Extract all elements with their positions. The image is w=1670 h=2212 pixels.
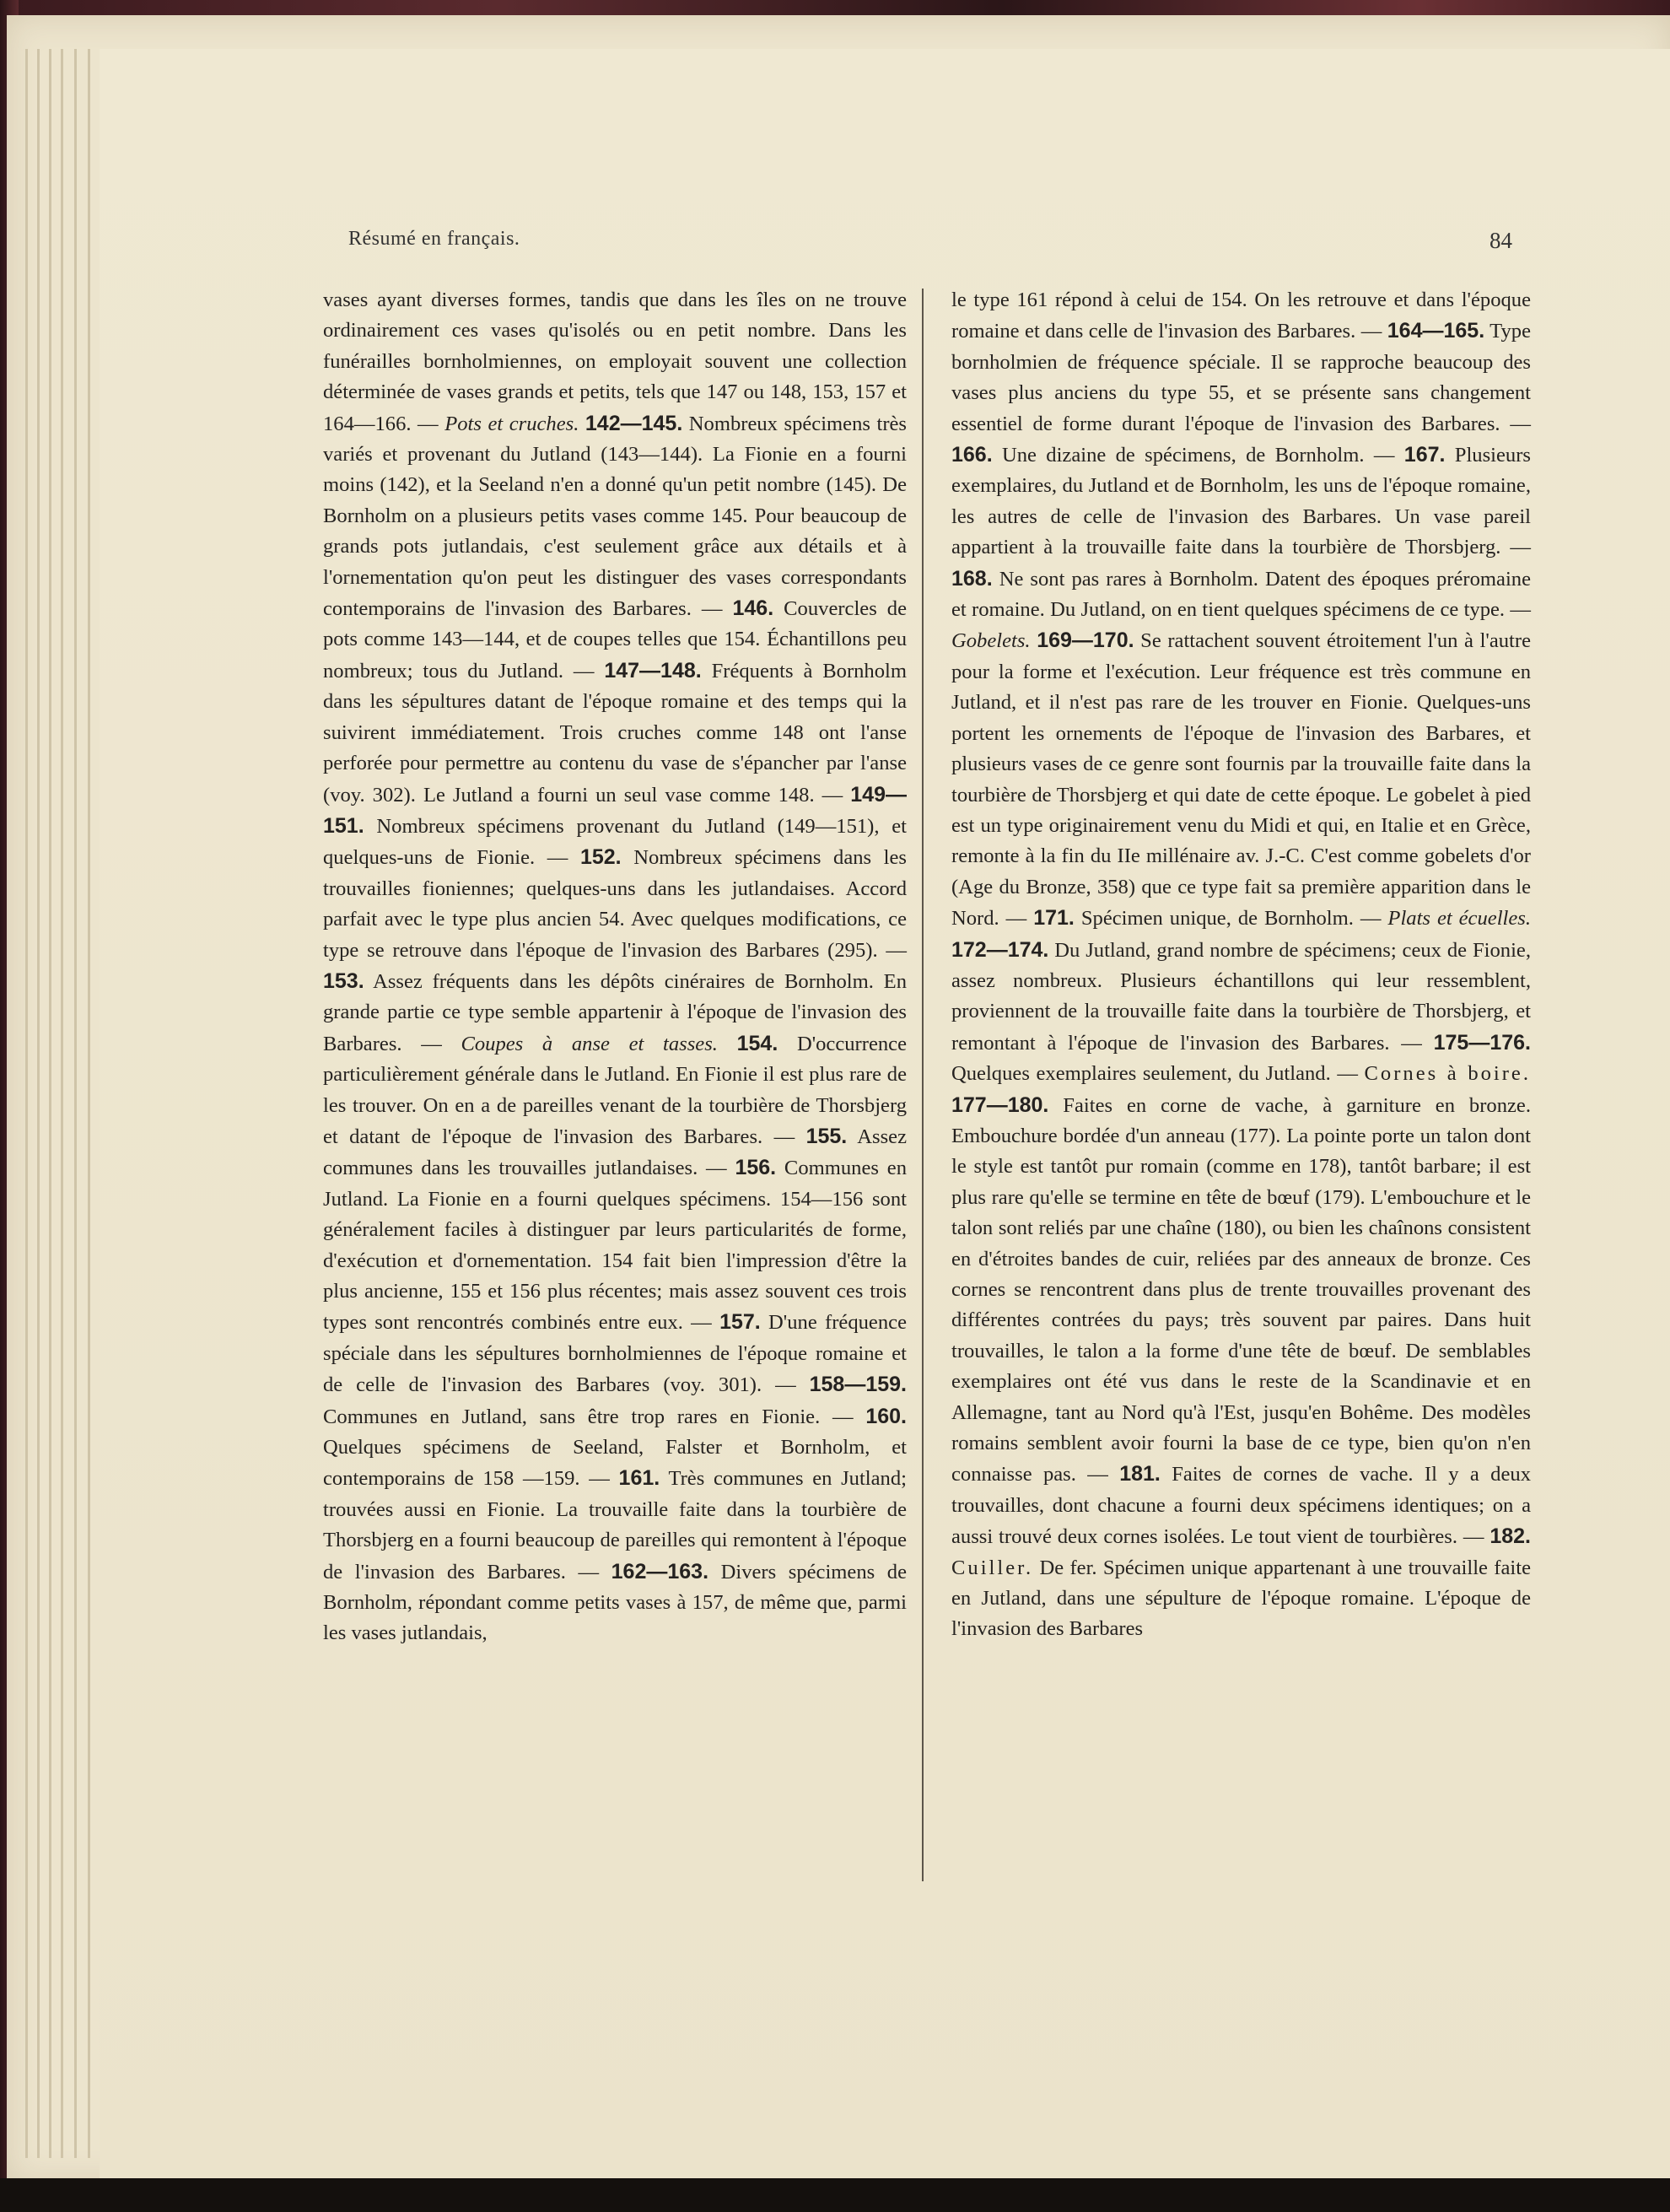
text-run: Spécimen unique, de Bornholm. —	[1074, 907, 1388, 931]
right-text-column	[951, 285, 1531, 1972]
entry-number: 147—148.	[604, 658, 702, 682]
entry-number: 158—159.	[809, 1373, 907, 1397]
entry-number: 155.	[805, 1124, 848, 1148]
entry-number: 169—170.	[1037, 629, 1134, 653]
text-run: Faites de cornes de vache. Il y a deux trouvailles, dont chacune a fourni deux spécimens identiques; on a aussi trouvé deux cornes isolées. Le tout vient de tourbières. —	[951, 1463, 1531, 1549]
text-run: Assez communes dans les trouvailles jutlandaises. —	[323, 1125, 907, 1180]
page-stack-line	[49, 49, 51, 2158]
right-column-paragraph	[951, 285, 1531, 1645]
running-header	[348, 228, 1512, 262]
text-run: D'occurrence particulièrement générale dans le Jutland. En Fionie il est plus rare de les trouver. On en a de pareilles venant de la tourbière de Thorsbjerg et datant de l'époque de l'invasion des Barbares. —	[323, 1032, 907, 1148]
section-heading: Cuiller.	[951, 1556, 1034, 1579]
left-text-column	[323, 285, 907, 1972]
text-run: Quelques exemplaires seulement, du Jutland. —	[951, 1062, 1365, 1086]
page-stack-line	[61, 49, 63, 2158]
text-run: Fréquents à Bornholm dans les sépultures datant de l'époque romaine et des temps qui la suivirent immédiatement. Trois cruches comme 148 ont l'anse perforée pour permettre au contenu du vase de s'épancher par l'anse (voy. 302). Le Jutland a fourni un seul vase comme 148. —	[323, 659, 907, 807]
text-run: Faites en corne de vache, à garniture en bronze. Embouchure bordée d'un anneau (177). La pointe porte un talon dont le style est tantôt pur romain (comme en 178), tantôt barbare; il est plus rare qu'elle se termine en tête de bœuf (179). L'embouchure et le talon sont reliés par une chaîne (180), ou bien les chaînons consistent en d'étroites bandes de cuir, reliées par des anneaux de bronze. Ces cornes se rencontrent dans plus de trente trouvailles provenant des différentes contrées du pays; très souvent par paires. Dans huit trouvailles, le talon a la forme d'une tête de bœuf. De semblables exemplaires ont été vus dans le reste de la Scandinavie et en Allemagne, tant au Nord qu'à l'Est, jusqu'en Bohême. Des modèles romains semblent avoir fourni la base de ce type, bien qu'on n'en connaisse pas. —	[951, 1093, 1531, 1486]
entry-number: 168.	[951, 566, 993, 591]
entry-number: 175—176.	[1433, 1030, 1531, 1055]
page-number: 84	[1490, 228, 1512, 253]
text-run: Très communes en Jutland; trouvées aussi en Fionie. La trouvaille faite dans la tourbière de Thorsbjerg en a fourni beaucoup de pareilles qui remontent à l'époque de l'invasion des Barbares. —	[323, 1467, 907, 1583]
text-run: le type 161 répond à celui de 154. On les retrouve et dans l'époque romaine et dans celle de l'invasion des Barbares. —	[951, 289, 1531, 343]
text-run	[718, 1033, 737, 1055]
text-run: Communes en Jutland, sans être trop rares en Fionie. —	[323, 1405, 866, 1428]
text-run: Assez fréquents dans les dépôts cinéraires de Bornholm. En grande partie ce type semble appartenir à l'époque de l'invasion des Barbares. —	[323, 969, 907, 1055]
entry-number: 167.	[1403, 443, 1446, 467]
entry-number: 160.	[865, 1404, 907, 1428]
text-run	[579, 413, 585, 435]
entry-number: 162—163.	[611, 1559, 709, 1583]
running-title: Résumé en français.	[348, 228, 520, 250]
text-run: Couvercles de pots comme 143—144, et de coupes telles que 154. Échantillons peu nombreux; tous du Jutland. —	[323, 597, 907, 682]
entry-number: 164—165.	[1387, 319, 1485, 343]
text-run: Type bornholmien de fréquence spéciale. Il se rapproche beaucoup des vases plus anciens du type 55, et se présente sans changement essentiel de forme durant l'époque de l'invasion des Barbares. —	[951, 320, 1531, 435]
entry-number: 172—174.	[951, 937, 1049, 962]
entry-number: 154.	[736, 1031, 778, 1055]
page-stack-line	[74, 49, 77, 2158]
text-run: Nombreux spécimens dans les trouvailles fioniennes; quelques-uns dans les jutlandaises. Accord parfait avec le type plus ancien 54. Avec quelques modifications, ce type se retrouve dans l'époque de l'invasion des Barbares (295). —	[323, 846, 908, 962]
section-heading: Plats et écuelles.	[1387, 907, 1531, 931]
text-run: D'une fréquence spéciale dans les sépultures bornholmiennes de l'époque romaine et de celle de l'invasion des Barbares (voy. 301). —	[323, 1311, 907, 1397]
text-run: Communes en Jutland. La Fionie en a fourni quelques spécimens. 154—156 sont généralement faciles à distinguer par leurs particularités de forme, d'exécution et d'ornementation. 154 fait bien l'impression d'être la plus ancienne, 155 et 156 plus récentes; mais assez souvent ces trois types sont rencontrés combinés entre eux. —	[323, 1157, 907, 1335]
book-bottom-edge	[0, 2178, 1670, 2212]
page-stack-line	[37, 49, 40, 2158]
text-run: Plusieurs exemplaires, du Jutland et de Bornholm, les uns de l'époque romaine, les autres de celle de l'invasion des Barbares. Un vase pareil appartient à la trouvaille faite dans la tourbière de Thorsbjerg. —	[951, 444, 1531, 559]
text-run: De fer. Spécimen unique appartenant à une trouvaille faite en Jutland, dans une sépulture de l'époque romaine. L'époque de l'invasion des Barbares	[951, 1556, 1531, 1641]
page-stack-line	[25, 49, 28, 2158]
section-heading: Gobelets.	[951, 629, 1031, 653]
entry-number: 182.	[1490, 1524, 1531, 1549]
section-heading: Cornes à boire.	[1364, 1062, 1531, 1086]
section-heading: Coupes à anse et tasses.	[461, 1032, 718, 1055]
entry-number: 142—145.	[584, 411, 683, 435]
entry-number: 149—151.	[323, 782, 907, 838]
section-heading: Pots et cruches.	[444, 412, 579, 435]
entry-number: 152.	[579, 845, 622, 870]
text-run: Quelques spécimens de Seeland, Falster et Bornholm, et contemporains de 158 —159. —	[323, 1436, 907, 1491]
entry-number: 166.	[951, 443, 993, 467]
text-run: Nombreux spécimens provenant du Jutland (149—151), et quelques-uns de Fionie. —	[323, 814, 907, 870]
text-run: Se rattachent souvent étroitement l'un à l'autre pour la forme et l'exécution. Leur fréquence est très commune en Jutland, et il n'est pas rare de les trouver en Fionie. Quelques-uns portent les ornements de l'époque de l'invasion des Barbares, et plusieurs vases de ce genre sont fournis par la trouvaille faite dans la tourbière de Thorsbjerg et qui date de cette époque. Le gobelet à pied est un type originairement venu du Midi et qui, en Italie et en Grèce, remonte à la fin du IIe millénaire av. J.-C. C'est comme gobelets d'or (Age du Bronze, 358) que ce type fait sa première apparition dans le Nord. —	[951, 629, 1531, 931]
entry-number: 181.	[1119, 1462, 1161, 1486]
entry-number: 177—180.	[951, 1093, 1049, 1117]
entry-number: 156.	[735, 1156, 777, 1180]
left-column-paragraph	[323, 285, 907, 1649]
entry-number: 153.	[323, 968, 364, 993]
entry-number: 161.	[618, 1466, 660, 1491]
text-run: Divers spécimens de Bornholm, répondant comme petits vases à 157, de même que, parmi les vases jutlandais,	[323, 1560, 908, 1645]
text-run: Nombreux spécimens très variés et provenant du Jutland (143—144). La Fionie en a fourni moins (142), et la Seeland n'en a donné qu'un petit nombre (145). De Bornholm on a plusieurs petits vases comme 145. Pour beaucoup de grands pots jutlandais, c'est seulement grâce aux détails et à l'ornementation qu'on peut les distinguer des vases correspondants contemporains de l'invasion des Barbares. —	[323, 412, 907, 621]
page-stack-line	[88, 49, 90, 2158]
entry-number: 157.	[719, 1310, 761, 1335]
entry-number: 146.	[732, 596, 774, 621]
text-run: Une dizaine de spécimens, de Bornholm. —	[992, 444, 1404, 467]
text-run: vases ayant diverses formes, tandis que dans les îles on ne trouve ordinairement ces vases qu'isolés ou en petit nombre. Dans les funérailles bornholmiennes, on employait souvent une collection déterminée de vases grands et petits, tels que 147 ou 148, 153, 157 et 164—166. —	[323, 289, 907, 435]
column-divider	[922, 289, 924, 1881]
text-run: Du Jutland, grand nombre de spécimens; ceux de Fionie, assez nombreux. Plusieurs échantillons qui leur ressemblent, proviennent de la trouvaille faite dans la tourbière de Thorsbjerg, et remontant à l'époque de l'invasion des Barbares. —	[951, 938, 1531, 1055]
text-run: Ne sont pas rares à Bornholm. Datent des époques préromaine et romaine. Du Jutland, on en tient quelques spécimens de ce type. —	[951, 567, 1531, 622]
entry-number: 171.	[1033, 906, 1075, 931]
